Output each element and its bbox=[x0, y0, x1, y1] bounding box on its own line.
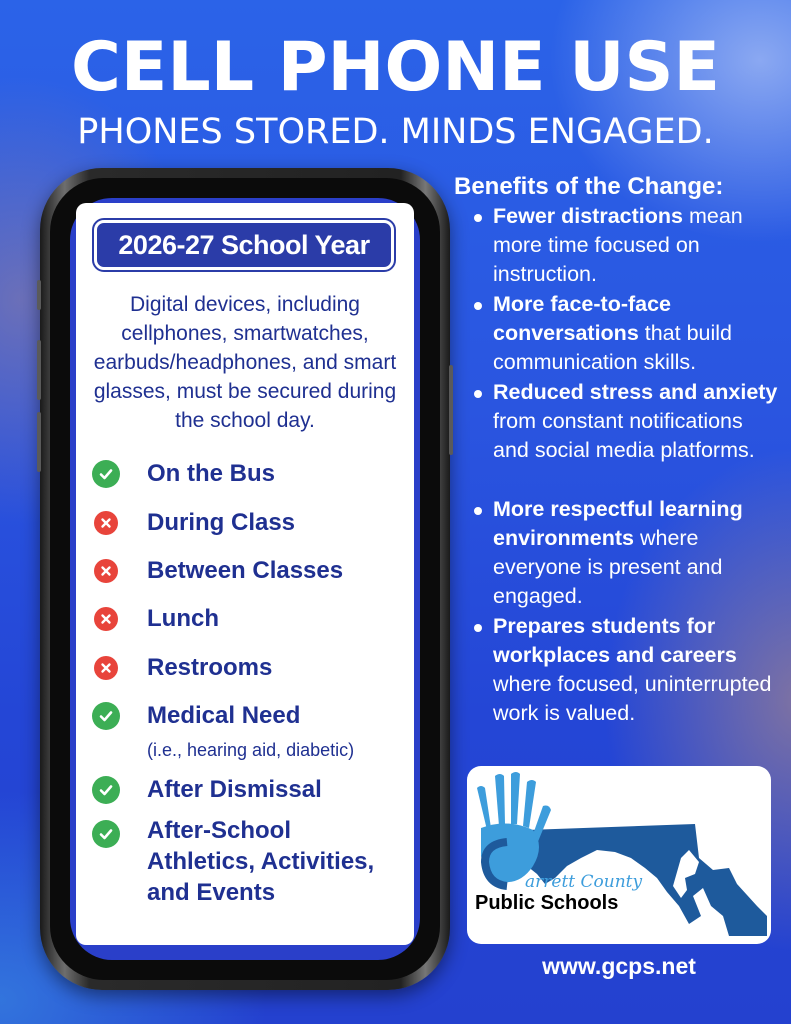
benefit-item bbox=[493, 202, 778, 289]
phone-volume-up-button bbox=[37, 340, 41, 400]
benefit-bold: Prepares students for workplaces and careers bbox=[493, 614, 737, 667]
benefit-bold: Fewer distractions bbox=[493, 204, 683, 228]
bullet-icon bbox=[474, 507, 482, 515]
check-icon bbox=[92, 702, 120, 730]
rule-label: After Dismissal bbox=[147, 776, 322, 803]
benefit-bold: More respectful learning environments bbox=[493, 497, 743, 550]
bullet-icon bbox=[474, 390, 482, 398]
x-icon bbox=[94, 559, 118, 583]
check-icon bbox=[92, 820, 120, 848]
page-title: CELL PHONE USE bbox=[71, 28, 720, 107]
rule-label: Between Classes bbox=[147, 557, 344, 584]
logo-main-text: Public Schools bbox=[475, 892, 619, 914]
page-subtitle: PHONES STORED. MINDS ENGAGED. bbox=[77, 112, 714, 152]
rule-note: (i.e., hearing aid, diabetic) bbox=[147, 740, 355, 760]
intro-text: Digital devices, including cellphones, smartwatches, earbuds/headphones, and smart glasses, must be secured during the school day. bbox=[93, 293, 397, 432]
rule-label: Lunch bbox=[147, 605, 219, 632]
phone-side-button bbox=[37, 280, 41, 310]
rule-label: During Class bbox=[147, 509, 296, 536]
benefit-text: where focused, uninterrupted work is valued. bbox=[493, 672, 772, 725]
website-url: www.gcps.net bbox=[542, 953, 696, 979]
bullet-icon bbox=[474, 624, 482, 632]
benefit-text: mean more time focused on instruction. bbox=[493, 204, 743, 286]
benefit-text: that build communication skills. bbox=[493, 321, 733, 374]
rule-label: Restrooms bbox=[147, 654, 273, 681]
x-icon bbox=[94, 511, 118, 535]
school-year-badge: 2026-27 School Year bbox=[94, 220, 394, 270]
phone-volume-down-button bbox=[37, 412, 41, 472]
bullet-icon bbox=[474, 302, 482, 310]
benefit-text: where everyone is present and engaged. bbox=[493, 526, 723, 608]
check-icon bbox=[92, 776, 120, 804]
bullet-icon bbox=[474, 214, 482, 222]
benefit-item bbox=[493, 612, 778, 728]
rule-label: Medical Need bbox=[147, 702, 301, 729]
rule-label: On the Bus bbox=[147, 460, 276, 487]
check-icon bbox=[92, 460, 120, 488]
benefit-bold: More face-to-face conversations bbox=[493, 292, 672, 345]
benefit-item bbox=[493, 495, 778, 611]
rule-label-line: and Events bbox=[147, 879, 276, 906]
benefit-item bbox=[493, 290, 778, 377]
rule-label-line: After-School bbox=[147, 817, 291, 844]
benefit-bold: Reduced stress and anxiety bbox=[493, 380, 778, 404]
phone-power-button bbox=[449, 365, 453, 455]
benefit-item bbox=[493, 378, 778, 465]
x-icon bbox=[94, 656, 118, 680]
rule-label-line: Athletics, Activities, bbox=[147, 848, 375, 875]
district-logo-graphic bbox=[467, 766, 771, 944]
benefits-heading: Benefits of the Change: bbox=[454, 173, 724, 200]
logo-cursive-text: arrett County bbox=[525, 872, 643, 892]
benefit-text: from constant notifications and social media platforms. bbox=[493, 409, 755, 462]
x-icon bbox=[94, 607, 118, 631]
